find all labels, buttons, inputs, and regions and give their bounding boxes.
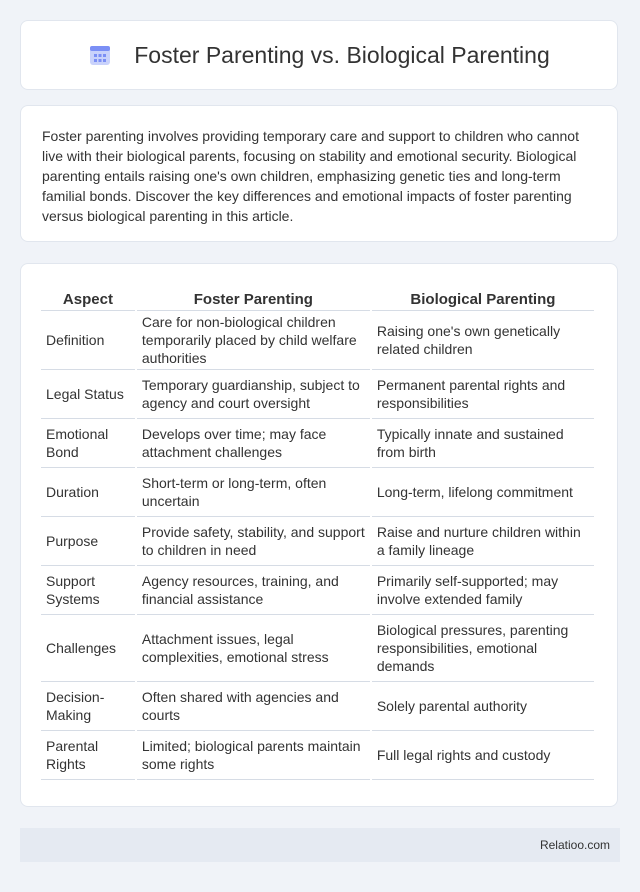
row-foster: Temporary guardianship, subject to agency and court oversight bbox=[137, 370, 370, 419]
header-biological: Biological Parenting bbox=[372, 280, 594, 311]
table-row bbox=[41, 615, 594, 682]
row-biological: Primarily self-supported; may involve extended family bbox=[372, 566, 594, 615]
comparison-table-card bbox=[20, 263, 618, 807]
page-title: Foster Parenting vs. Biological Parenting bbox=[134, 41, 550, 68]
table-row bbox=[41, 682, 594, 731]
row-foster: Often shared with agencies and courts bbox=[137, 682, 370, 731]
row-biological: Biological pressures, parenting responsibilities, emotional demands bbox=[372, 615, 594, 682]
row-biological: Raising one's own genetically related children bbox=[372, 311, 594, 370]
row-aspect: Legal Status bbox=[41, 370, 135, 419]
table-row bbox=[41, 419, 594, 468]
header-aspect: Aspect bbox=[41, 280, 135, 311]
footer bbox=[20, 828, 620, 862]
row-foster: Care for non-biological children temporarily placed by child welfare authorities bbox=[137, 311, 370, 370]
row-foster: Attachment issues, legal complexities, emotional stress bbox=[137, 615, 370, 682]
row-foster: Provide safety, stability, and support to children in need bbox=[137, 517, 370, 566]
row-biological: Permanent parental rights and responsibilities bbox=[372, 370, 594, 419]
row-aspect: Challenges bbox=[41, 615, 135, 682]
row-foster: Agency resources, training, and financial assistance bbox=[137, 566, 370, 615]
calendar-icon bbox=[88, 43, 112, 67]
row-biological: Raise and nurture children within a family lineage bbox=[372, 517, 594, 566]
intro-text: Foster parenting involves providing temporary care and support to children who cannot live with their biological parents, focusing on stability and emotional security. Biological parenting entails raising one's own children, emphasizing genetic ties and long-term familial bonds. Discover the key differences and emotional impacts of foster parenting versus biological parenting in this article. bbox=[42, 128, 579, 224]
row-foster: Short-term or long-term, often uncertain bbox=[137, 468, 370, 517]
table-row bbox=[41, 370, 594, 419]
row-aspect: Definition bbox=[41, 311, 135, 370]
row-biological: Long-term, lifelong commitment bbox=[372, 468, 594, 517]
row-aspect: Support Systems bbox=[41, 566, 135, 615]
table-row bbox=[41, 566, 594, 615]
row-biological: Solely parental authority bbox=[372, 682, 594, 731]
title-card bbox=[20, 20, 618, 90]
row-aspect: Decision-Making bbox=[41, 682, 135, 731]
table-header-row bbox=[41, 280, 594, 311]
row-foster: Limited; biological parents maintain some rights bbox=[137, 731, 370, 780]
row-aspect: Duration bbox=[41, 468, 135, 517]
row-foster: Develops over time; may face attachment challenges bbox=[137, 419, 370, 468]
row-biological: Typically innate and sustained from birth bbox=[372, 419, 594, 468]
table-row bbox=[41, 517, 594, 566]
row-aspect: Parental Rights bbox=[41, 731, 135, 780]
row-aspect: Emotional Bond bbox=[41, 419, 135, 468]
row-biological: Full legal rights and custody bbox=[372, 731, 594, 780]
intro-card bbox=[20, 105, 618, 242]
header-foster: Foster Parenting bbox=[137, 280, 370, 311]
comparison-table bbox=[39, 280, 596, 780]
row-aspect: Purpose bbox=[41, 517, 135, 566]
table-row bbox=[41, 468, 594, 517]
table-row bbox=[41, 731, 594, 780]
footer-brand[interactable]: Relatioo.com bbox=[539, 838, 610, 852]
table-row bbox=[41, 311, 594, 370]
